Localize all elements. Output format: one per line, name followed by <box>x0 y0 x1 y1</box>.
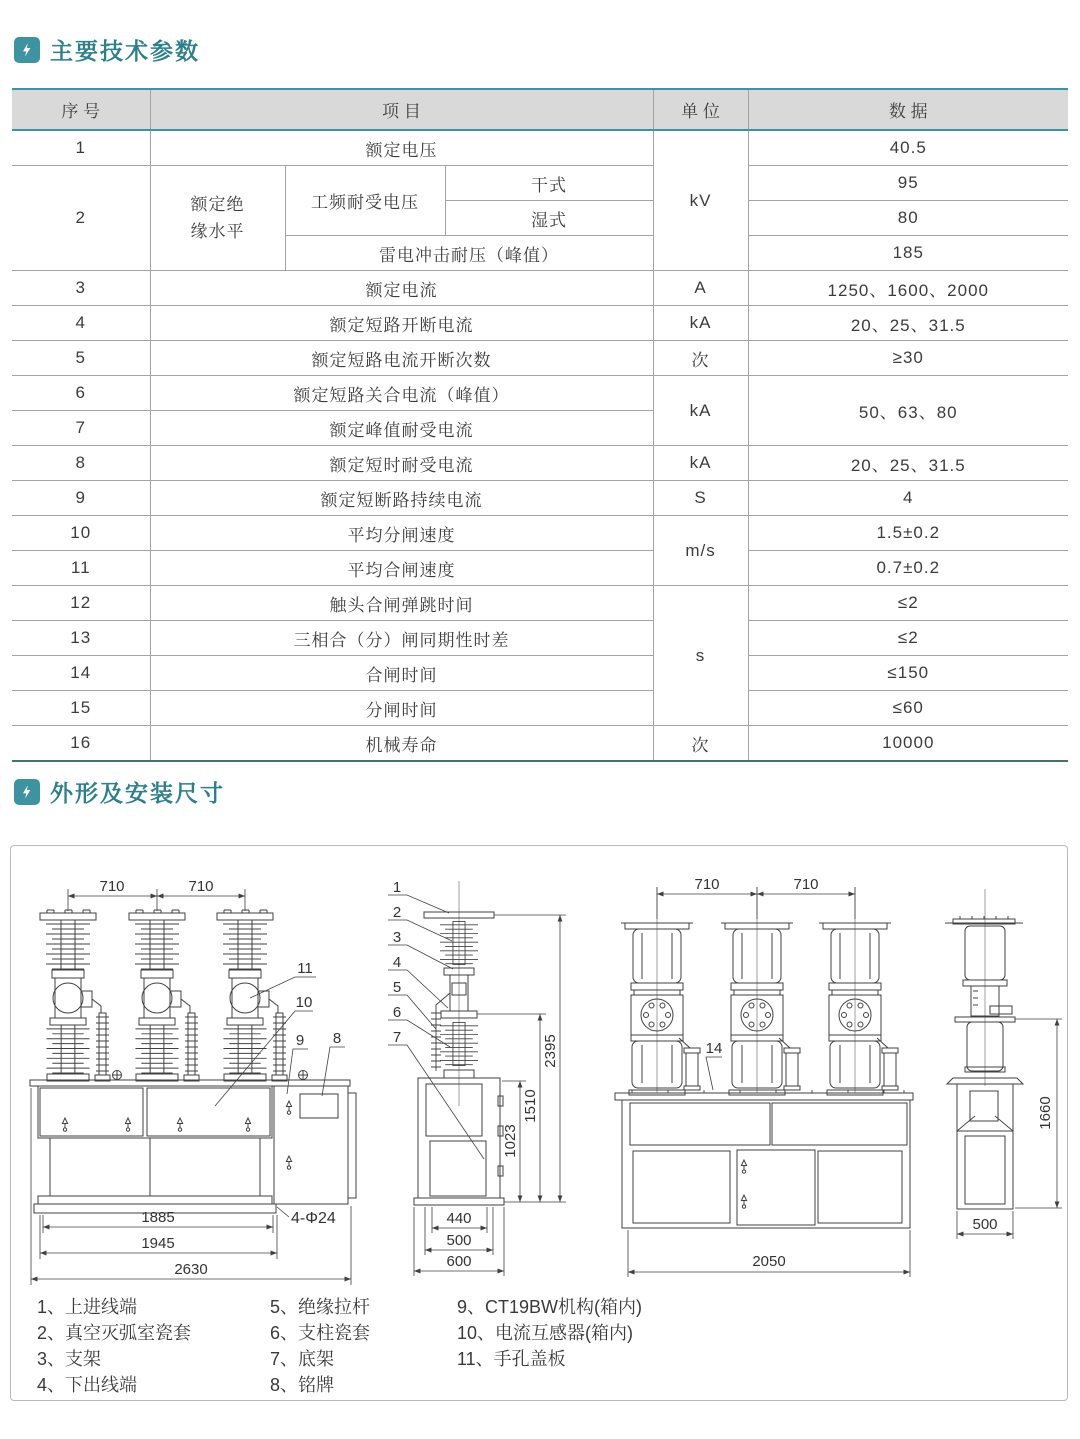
cell-unit: 次 <box>653 341 748 376</box>
dim-label: 710 <box>694 876 720 893</box>
cell-no: 10 <box>12 516 150 551</box>
callout-label: 3 <box>392 929 402 946</box>
cell-data: 4 <box>748 481 1068 516</box>
cell-item: 分闸时间 <box>150 691 653 726</box>
cell-data: ≤150 <box>748 656 1068 691</box>
section-title: 主要技术参数 <box>50 39 200 64</box>
cell-data: ≤60 <box>748 691 1068 726</box>
legend-item: 9、CT19BW机构(箱内) <box>457 1297 643 1317</box>
dim-label: 1885 <box>141 1209 175 1226</box>
cell-item: 三相合（分）闸同期性时差 <box>150 621 653 656</box>
cell-item: 机械寿命 <box>150 726 653 762</box>
mechanism-box <box>274 1086 348 1204</box>
cell-item: 合闸时间 <box>150 656 653 691</box>
cell-no: 1 <box>12 130 150 166</box>
cell-item-sub: 雷电冲击耐压（峰值） <box>285 236 653 271</box>
cell-no: 11 <box>12 551 150 586</box>
cell-item-sub: 干式 <box>445 166 653 201</box>
cell-item: 平均合闸速度 <box>150 551 653 586</box>
cell-data: 20、25、31.5 <box>748 446 1068 481</box>
callout-label: 2 <box>392 904 402 921</box>
parts-legend-column <box>457 1294 642 1372</box>
table-row <box>12 691 1068 726</box>
dim-label: 2395 <box>542 1034 559 1068</box>
cell-unit: kA <box>653 446 748 481</box>
cell-data: 40.5 <box>748 130 1068 166</box>
callout-label: 10 <box>295 994 313 1011</box>
cell-item: 额定电压 <box>150 130 653 166</box>
cell-no: 3 <box>12 271 150 306</box>
cell-data: ≥30 <box>748 341 1068 376</box>
cell-unit: S <box>653 481 748 516</box>
section-title: 外形及安装尺寸 <box>50 781 225 806</box>
spec-table-wrap <box>12 88 1068 762</box>
table-row <box>12 481 1068 516</box>
cell-item-group <box>150 166 285 271</box>
legend-item: 3、支架 <box>37 1349 102 1369</box>
end-view-drawing <box>945 889 1062 1239</box>
rear-view-drawing <box>615 887 913 1277</box>
cell-item-sub: 湿式 <box>445 201 653 236</box>
dim-label: 440 <box>446 1210 472 1227</box>
cell-data: 0.7±0.2 <box>748 551 1068 586</box>
callout-label: 5 <box>392 979 402 996</box>
callout-label: 14 <box>705 1040 723 1057</box>
cell-unit: s <box>653 586 748 726</box>
side-view-drawing <box>388 881 566 1276</box>
dim-label: 500 <box>972 1216 998 1233</box>
col-header-item: 项 目 <box>150 89 653 130</box>
cell-data: 50、63、80 <box>748 376 1068 446</box>
legend-item: 1、上进线端 <box>37 1297 138 1317</box>
cell-unit: kA <box>653 306 748 341</box>
dim-label: 1945 <box>141 1235 175 1252</box>
cell-no: 14 <box>12 656 150 691</box>
dim-label: 710 <box>188 878 214 895</box>
parts-legend-column <box>270 1294 370 1398</box>
cell-item: 额定短断路持续电流 <box>150 481 653 516</box>
table-row <box>12 446 1068 481</box>
cell-data: 185 <box>748 236 1068 271</box>
cell-no: 4 <box>12 306 150 341</box>
legend-item: 4、下出线端 <box>37 1375 138 1395</box>
cell-item: 平均分闸速度 <box>150 516 653 551</box>
cell-no: 7 <box>12 411 150 446</box>
cell-data: ≤2 <box>748 621 1068 656</box>
cell-item: 额定峰值耐受电流 <box>150 411 653 446</box>
dimension-drawing <box>11 846 1067 1291</box>
callout-label: 1 <box>392 879 402 896</box>
parts-legend-column <box>37 1294 191 1398</box>
cell-item: 额定短路电流开断次数 <box>150 341 653 376</box>
cell-data: 20、25、31.5 <box>748 306 1068 341</box>
table-row <box>12 271 1068 306</box>
table-row <box>12 306 1068 341</box>
cell-unit: 次 <box>653 726 748 762</box>
cell-item: 额定短路关合电流（峰值） <box>150 376 653 411</box>
lightning-bolt-icon <box>14 779 40 805</box>
cell-item-sub: 工频耐受电压 <box>285 166 445 236</box>
table-row <box>12 586 1068 621</box>
cell-data: 1.5±0.2 <box>748 516 1068 551</box>
callout-label: 6 <box>392 1004 402 1021</box>
legend-item: 11、手孔盖板 <box>457 1349 566 1369</box>
col-header-data: 数 据 <box>748 89 1068 130</box>
table-row <box>12 130 1068 166</box>
callout-label: 8 <box>332 1030 342 1047</box>
lightning-bolt-icon <box>14 37 40 63</box>
table-row <box>12 656 1068 691</box>
table-row <box>12 166 1068 201</box>
dim-label: 710 <box>793 876 819 893</box>
cell-data: 1250、1600、2000 <box>748 271 1068 306</box>
table-row <box>12 516 1068 551</box>
dim-label: 500 <box>446 1232 472 1249</box>
cell-data: 95 <box>748 166 1068 201</box>
table-row <box>12 726 1068 762</box>
callout-label: 9 <box>295 1032 305 1049</box>
cell-item: 触头合闸弹跳时间 <box>150 586 653 621</box>
table-row <box>12 551 1068 586</box>
col-header-unit: 单 位 <box>653 89 748 130</box>
cell-no: 2 <box>12 166 150 271</box>
legend-item: 10、电流互感器(箱内) <box>457 1323 634 1343</box>
legend-item: 2、真空灭弧室瓷套 <box>37 1323 192 1343</box>
legend-item: 5、绝缘拉杆 <box>270 1297 371 1317</box>
cell-item: 额定短时耐受电流 <box>150 446 653 481</box>
cell-no: 5 <box>12 341 150 376</box>
cell-data: 80 <box>748 201 1068 236</box>
dim-label: 600 <box>446 1253 472 1270</box>
cell-no: 6 <box>12 376 150 411</box>
cell-data: 10000 <box>748 726 1068 762</box>
cell-unit: kA <box>653 376 748 446</box>
cell-no: 9 <box>12 481 150 516</box>
table-row <box>12 376 1068 411</box>
col-header-no: 序 号 <box>12 89 150 130</box>
cell-data: ≤2 <box>748 586 1068 621</box>
dim-label: 2050 <box>752 1253 786 1270</box>
dim-label: 1023 <box>502 1124 519 1158</box>
cell-item: 额定短路开断电流 <box>150 306 653 341</box>
cell-no: 13 <box>12 621 150 656</box>
table-header-row <box>12 89 1068 130</box>
table-row <box>12 621 1068 656</box>
dim-label: 1660 <box>1037 1096 1054 1130</box>
table-row <box>12 341 1068 376</box>
cell-no: 16 <box>12 726 150 762</box>
cell-unit: m/s <box>653 516 748 586</box>
cell-no: 8 <box>12 446 150 481</box>
cell-item: 额定电流 <box>150 271 653 306</box>
spec-table <box>12 88 1068 762</box>
section-header-parameters <box>14 33 200 66</box>
callout-label: 7 <box>392 1029 402 1046</box>
callout-label: 11 <box>297 960 313 977</box>
cell-unit: kV <box>653 130 748 271</box>
cell-unit: A <box>653 271 748 306</box>
dim-label: 1510 <box>522 1089 539 1123</box>
dim-label: 2630 <box>174 1261 208 1278</box>
nameplate <box>300 1094 338 1118</box>
legend-item: 6、支柱瓷套 <box>270 1323 371 1343</box>
legend-item: 8、铭牌 <box>270 1375 335 1395</box>
cell-no: 12 <box>12 586 150 621</box>
cell-no: 15 <box>12 691 150 726</box>
dimension-diagram-panel <box>10 845 1068 1401</box>
callout-label: 4 <box>392 954 402 971</box>
holes-label: 4-Φ24 <box>291 1210 336 1227</box>
dim-label: 710 <box>99 878 125 895</box>
section-header-dimensions <box>14 775 225 808</box>
cell-item-group-text: 额定绝缘水平 <box>190 194 245 241</box>
legend-item: 7、底架 <box>270 1349 335 1369</box>
